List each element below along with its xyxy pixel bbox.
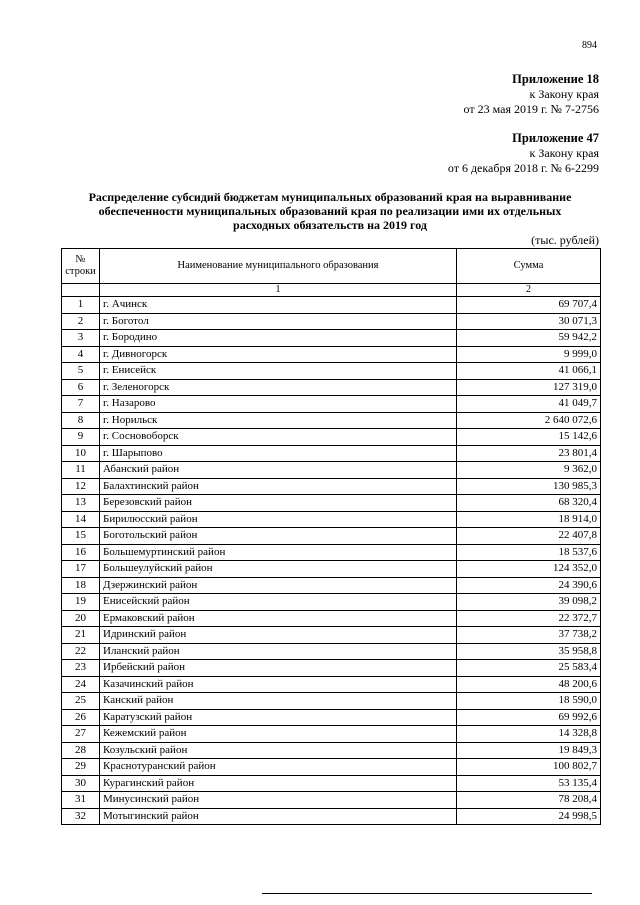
municipality-name-cell: Боготольский район: [100, 528, 457, 545]
table-row: [62, 577, 601, 594]
column-number-1: 1: [100, 284, 457, 297]
table-row: [62, 379, 601, 396]
row-number-cell: 23: [62, 660, 100, 677]
row-number-cell: 24: [62, 676, 100, 693]
header-municipality: Наименование муниципального образования: [100, 249, 457, 284]
row-number-cell: 3: [62, 330, 100, 347]
table-row: [62, 627, 601, 644]
sum-cell: 9 362,0: [457, 462, 601, 479]
row-number-cell: 26: [62, 709, 100, 726]
subsidy-table: [61, 248, 601, 825]
row-number-cell: 27: [62, 726, 100, 743]
appendix-18-block: [464, 72, 599, 117]
row-number-cell: 22: [62, 643, 100, 660]
municipality-name-cell: Минусинский район: [100, 792, 457, 809]
sum-cell: 78 208,4: [457, 792, 601, 809]
sum-cell: 18 590,0: [457, 693, 601, 710]
sum-cell: 39 098,2: [457, 594, 601, 611]
municipality-name-cell: Краснотуранский район: [100, 759, 457, 776]
sum-cell: 127 319,0: [457, 379, 601, 396]
table-row: [62, 511, 601, 528]
municipality-name-cell: Ермаковский район: [100, 610, 457, 627]
table-row: [62, 330, 601, 347]
row-number-cell: 8: [62, 412, 100, 429]
sum-cell: 18 914,0: [457, 511, 601, 528]
column-number-row: [62, 284, 601, 297]
row-number-cell: 30: [62, 775, 100, 792]
table-row: [62, 495, 601, 512]
municipality-name-cell: Козульский район: [100, 742, 457, 759]
sum-cell: 100 802,7: [457, 759, 601, 776]
sum-cell: 18 537,6: [457, 544, 601, 561]
row-number-cell: 7: [62, 396, 100, 413]
row-number-cell: 14: [62, 511, 100, 528]
table-row: [62, 462, 601, 479]
table-row: [62, 726, 601, 743]
sum-cell: 41 066,1: [457, 363, 601, 380]
municipality-name-cell: Дзержинский район: [100, 577, 457, 594]
row-number-cell: 12: [62, 478, 100, 495]
document-title-line-3: расходных обязательств на 2019 год: [233, 218, 427, 232]
table-row: [62, 445, 601, 462]
table-row: [62, 561, 601, 578]
row-number-cell: 5: [62, 363, 100, 380]
table-row: [62, 643, 601, 660]
header-number-sign: №: [75, 254, 86, 265]
appendix-47-law-date: от 6 декабря 2018 г. № 6-2299: [447, 161, 599, 175]
sum-cell: 69 992,6: [457, 709, 601, 726]
sum-cell: 9 999,0: [457, 346, 601, 363]
municipality-name-cell: Идринский район: [100, 627, 457, 644]
bottom-rule: [262, 893, 592, 894]
sum-cell: 37 738,2: [457, 627, 601, 644]
municipality-name-cell: Курагинский район: [100, 775, 457, 792]
appendix-18-title: Приложение 18: [512, 72, 599, 86]
row-number-cell: 19: [62, 594, 100, 611]
column-number-2: 2: [457, 284, 601, 297]
table-row: [62, 759, 601, 776]
municipality-name-cell: Ирбейский район: [100, 660, 457, 677]
municipality-name-cell: Казачинский район: [100, 676, 457, 693]
table-row: [62, 792, 601, 809]
sum-cell: 14 328,8: [457, 726, 601, 743]
table-row: [62, 660, 601, 677]
table-row: [62, 544, 601, 561]
municipality-name-cell: Балахтинский район: [100, 478, 457, 495]
appendix-47-law-ref: к Закону края: [529, 146, 599, 160]
sum-cell: 41 049,7: [457, 396, 601, 413]
sum-cell: 48 200,6: [457, 676, 601, 693]
municipality-name-cell: г. Бородино: [100, 330, 457, 347]
municipality-name-cell: г. Дивногорск: [100, 346, 457, 363]
table-row: [62, 346, 601, 363]
municipality-name-cell: Березовский район: [100, 495, 457, 512]
table-row: [62, 528, 601, 545]
document-title-line-1: Распределение субсидий бюджетам муниципальных образований края на выравнивание: [88, 190, 572, 204]
row-number-cell: 11: [62, 462, 100, 479]
table-row: [62, 693, 601, 710]
municipality-name-cell: Мотыгинский район: [100, 808, 457, 825]
municipality-name-cell: г. Зеленогорск: [100, 379, 457, 396]
municipality-name-cell: Каратузский район: [100, 709, 457, 726]
sum-cell: 22 407,8: [457, 528, 601, 545]
sum-cell: 68 320,4: [457, 495, 601, 512]
table-row: [62, 396, 601, 413]
row-number-cell: 29: [62, 759, 100, 776]
table-row: [62, 478, 601, 495]
row-number-cell: 6: [62, 379, 100, 396]
table-row: [62, 594, 601, 611]
municipality-name-cell: Канский район: [100, 693, 457, 710]
municipality-name-cell: Кежемский район: [100, 726, 457, 743]
header-number-word: строки: [65, 266, 96, 277]
sum-cell: 59 942,2: [457, 330, 601, 347]
appendix-18-law-ref: к Закону края: [529, 87, 599, 101]
sum-cell: 23 801,4: [457, 445, 601, 462]
header-sum: Сумма: [457, 249, 601, 284]
sum-cell: 24 998,5: [457, 808, 601, 825]
row-number-cell: 20: [62, 610, 100, 627]
table-row: [62, 610, 601, 627]
row-number-cell: 28: [62, 742, 100, 759]
row-number-cell: 2: [62, 313, 100, 330]
municipality-name-cell: Иланский район: [100, 643, 457, 660]
table-row: [62, 775, 601, 792]
sum-cell: 25 583,4: [457, 660, 601, 677]
sum-cell: 22 372,7: [457, 610, 601, 627]
sum-cell: 19 849,3: [457, 742, 601, 759]
table-row: [62, 808, 601, 825]
municipality-name-cell: г. Назарово: [100, 396, 457, 413]
row-number-cell: 16: [62, 544, 100, 561]
sum-cell: 15 142,6: [457, 429, 601, 446]
table-row: [62, 742, 601, 759]
municipality-name-cell: Большеулуйский район: [100, 561, 457, 578]
municipality-name-cell: г. Ачинск: [100, 297, 457, 314]
table-row: [62, 363, 601, 380]
document-title: [60, 190, 600, 232]
sum-cell: 53 135,4: [457, 775, 601, 792]
sum-cell: 69 707,4: [457, 297, 601, 314]
table-row: [62, 297, 601, 314]
sum-cell: 30 071,3: [457, 313, 601, 330]
row-number-cell: 15: [62, 528, 100, 545]
table-header-row: [62, 249, 601, 284]
sum-cell: 124 352,0: [457, 561, 601, 578]
sum-cell: 2 640 072,6: [457, 412, 601, 429]
row-number-cell: 21: [62, 627, 100, 644]
row-number-cell: 10: [62, 445, 100, 462]
header-row-number: [62, 249, 100, 284]
table-row: [62, 709, 601, 726]
table-row: [62, 412, 601, 429]
municipality-name-cell: Бирилюсский район: [100, 511, 457, 528]
page-number: 894: [582, 40, 597, 51]
row-number-cell: 1: [62, 297, 100, 314]
municipality-name-cell: Большемуртинский район: [100, 544, 457, 561]
row-number-cell: 32: [62, 808, 100, 825]
table-row: [62, 429, 601, 446]
row-number-cell: 31: [62, 792, 100, 809]
sum-cell: 24 390,6: [457, 577, 601, 594]
municipality-name-cell: г. Шарыпово: [100, 445, 457, 462]
row-number-cell: 4: [62, 346, 100, 363]
row-number-cell: 18: [62, 577, 100, 594]
column-number-empty: [62, 284, 100, 297]
table-row: [62, 313, 601, 330]
municipality-name-cell: г. Норильск: [100, 412, 457, 429]
sum-cell: 130 985,3: [457, 478, 601, 495]
municipality-name-cell: Абанский район: [100, 462, 457, 479]
table-row: [62, 676, 601, 693]
row-number-cell: 9: [62, 429, 100, 446]
appendix-18-law-date: от 23 мая 2019 г. № 7-2756: [463, 102, 599, 116]
document-title-line-2: обеспеченности муниципальных образований края по реализации ими их отдельных: [98, 204, 562, 218]
row-number-cell: 25: [62, 693, 100, 710]
sum-cell: 35 958,8: [457, 643, 601, 660]
appendix-47-block: [448, 131, 599, 176]
municipality-name-cell: г. Сосновоборск: [100, 429, 457, 446]
row-number-cell: 13: [62, 495, 100, 512]
appendix-47-title: Приложение 47: [512, 131, 599, 145]
municipality-name-cell: г. Боготол: [100, 313, 457, 330]
units-label: (тыс. рублей): [531, 233, 599, 247]
municipality-name-cell: г. Енисейск: [100, 363, 457, 380]
table-body: [62, 297, 601, 825]
row-number-cell: 17: [62, 561, 100, 578]
municipality-name-cell: Енисейский район: [100, 594, 457, 611]
